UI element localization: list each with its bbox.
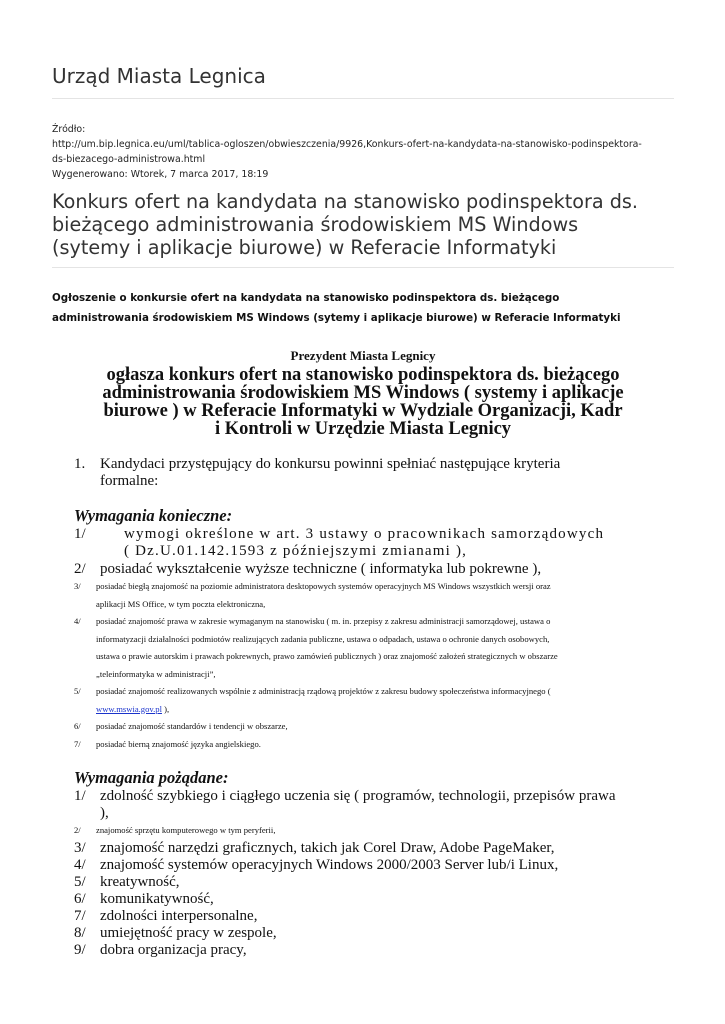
item-text: dobra organizacja pracy, — [100, 942, 247, 958]
item-text: kreatywność, — [100, 874, 180, 890]
item-number: 4/ — [74, 857, 86, 873]
item-text: zdolność szybkiego i ciągłego uczenia się ( programów, technologii, przepisów prawa — [100, 788, 616, 804]
item-text-link-line — [96, 701, 169, 719]
item-text: „teleinformatyka w administracji”, — [96, 668, 216, 679]
item-text: ), — [100, 805, 109, 821]
item-number: 3/ — [74, 840, 86, 856]
required-heading: Wymagania konieczne: — [74, 506, 233, 525]
item-number: 7/ — [74, 739, 81, 749]
item-number: 5/ — [74, 686, 81, 696]
item-number: 5/ — [74, 874, 86, 890]
announce-line: biurowe ) w Referacie Informatyki w Wydziale Organizacji, Kadr — [103, 401, 623, 421]
item-text: wymogi określone w art. 3 ustawy o pracownikach samorządowych — [124, 526, 605, 542]
subtitle-line: Ogłoszenie o konkursie ofert na kandydata na stanowisko podinspektora ds. bieżącego — [52, 292, 560, 304]
item-text: umiejętność pracy w zespole, — [100, 925, 277, 941]
item-text: zdolności interpersonalne, — [100, 908, 258, 924]
item-number: 1/ — [74, 788, 86, 804]
announce-line: administrowania środowiskiem MS Windows ( systemy i aplikacje — [102, 383, 624, 403]
item-number: 6/ — [74, 891, 86, 907]
document-meta — [52, 122, 674, 182]
item-number: 7/ — [74, 908, 86, 924]
list-number: 1. — [74, 456, 86, 472]
desired-heading: Wymagania pożądane: — [74, 768, 229, 787]
item-text: komunikatywność, — [100, 891, 214, 907]
item-text: ( Dz.U.01.142.1593 z późniejszymi zmianami ), — [124, 543, 468, 559]
item-number: 2/ — [74, 561, 86, 577]
item-number: 6/ — [74, 721, 81, 731]
item-text: znajomość systemów operacyjnych Windows 2000/2003 Server lub/i Linux, — [100, 857, 559, 873]
item-number: 1/ — [74, 526, 86, 542]
divider — [52, 267, 674, 268]
source-url-line1: http://um.bip.legnica.eu/uml/tablica-ogloszen/obwieszczenia/9926,Konkurs-ofert-na-kandydata-na-stanowisko-podinspektora- — [52, 139, 642, 150]
item-text: posiadać znajomość standardów i tendencji w obszarze, — [96, 721, 288, 731]
item-number: 4/ — [74, 616, 81, 626]
divider — [52, 98, 674, 99]
item-text: aplikacji MS Office, w tym poczta elektroniczna, — [96, 598, 266, 609]
source-label: Źródło: — [52, 124, 86, 135]
item-number: 9/ — [74, 942, 86, 958]
document-title — [52, 190, 674, 259]
announcement-heading — [72, 366, 654, 438]
item-number: 2/ — [74, 825, 81, 835]
item-text: ), — [161, 703, 170, 714]
item-text: posiadać wykształcenie wyższe techniczne ( informatyka lub pokrewne ), — [100, 561, 542, 577]
announce-line: ogłasza konkurs ofert na stanowisko podinspektora ds. bieżącego — [106, 365, 620, 385]
subtitle-line: administrowania środowiskiem MS Windows (sytemy i aplikacje biurowe) w Referacie Informatyki — [52, 312, 621, 324]
list-text: formalne: — [100, 473, 159, 489]
mswia-link[interactable]: www.mswia.gov.pl — [96, 703, 162, 714]
item-text: ustawa o prawie autorskim i prawach pokrewnych, prawo zamówień publicznych ) oraz znajomość założeń strategicznych w obszarze — [96, 651, 558, 661]
mayor-heading: Prezydent Miasta Legnicy — [290, 348, 436, 363]
title-line: bieżącego administrowania środowiskiem MS Windows — [52, 213, 579, 236]
list-text: Kandydaci przystępujący do konkursu powinni spełniać następujące kryteria — [100, 456, 561, 472]
generated-date: Wygenerowano: Wtorek, 7 marca 2017, 18:19 — [52, 169, 269, 180]
document-subtitle — [52, 288, 674, 328]
title-line: Konkurs ofert na kandydata na stanowisko podinspektora ds. — [52, 190, 639, 213]
item-text: posiadać biegłą znajomość na poziomie administratora desktopowych systemów operacyjnych MS Windows wszystkich wersji oraz — [96, 581, 551, 591]
item-text: znajomość sprzętu komputerowego w tym peryferii, — [96, 825, 276, 835]
source-url-line2: ds-biezacego-administrowa.html — [52, 154, 206, 165]
announce-line: i Kontroli w Urzędzie Miasta Legnicy — [214, 419, 512, 439]
item-text: informatyzacji działalności podmiotów realizujących zadania publiczne, ustawa o odpadach, ustawa o ochronie danych osobowych, — [96, 633, 550, 644]
title-line: (sytemy i aplikacje biurowe) w Referacie Informatyki — [52, 236, 557, 259]
item-text: znajomość narzędzi graficznych, takich jak Corel Draw, Adobe PageMaker, — [100, 840, 555, 856]
org-name: Urząd Miasta Legnica — [52, 64, 266, 88]
item-text: posiadać znajomość realizowanych wspólnie z administracją rządową projektów z zakresu budowy społeczeństwa informacyjnego ( — [96, 686, 551, 696]
item-text: posiadać bierną znajomość języka angielskiego. — [96, 739, 261, 749]
item-text: posiadać znajomość prawa w zakresie wymaganym na stanowisku ( m. in. przepisy z zakresu administracji samorządowej, ustawa o — [96, 616, 551, 626]
item-number: 8/ — [74, 925, 86, 941]
item-number: 3/ — [74, 581, 81, 591]
